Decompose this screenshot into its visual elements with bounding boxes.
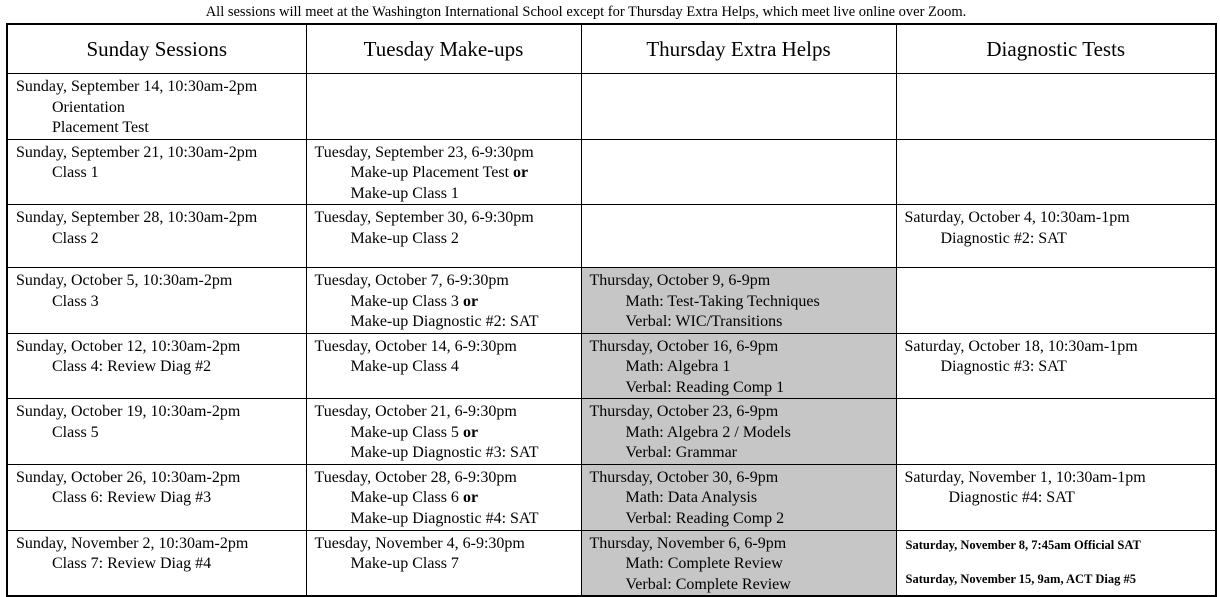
thursday-verbal: Verbal: Complete Review <box>625 575 791 593</box>
cell-sunday <box>7 268 306 334</box>
sunday-item: Class 6: Review Diag #3 <box>52 489 212 506</box>
thursday-math: Math: Algebra 2 / Models <box>625 423 791 441</box>
cell-thursday <box>581 464 896 530</box>
cell-diagnostic <box>896 464 1216 530</box>
cell-thursday <box>581 530 896 596</box>
sunday-item: Class 7: Review Diag #4 <box>52 555 212 572</box>
tuesday-date: Tuesday, September 30, 6-9:30pm <box>314 209 534 226</box>
thursday-math: Math: Algebra 1 <box>625 358 731 375</box>
cell-diagnostic <box>896 74 1216 140</box>
thursday-verbal: Verbal: WIC/Transitions <box>625 313 783 330</box>
cell-diagnostic <box>896 205 1216 268</box>
cell-thursday <box>581 74 896 140</box>
thursday-verbal: Verbal: Reading Comp 2 <box>625 509 785 527</box>
diagnostic-date: Saturday, October 18, 10:30am-1pm <box>904 337 1138 355</box>
tuesday-item: Make-up Diagnostic #3: SAT <box>350 444 539 461</box>
thursday-date: Thursday, October 30, 6-9pm <box>589 468 779 486</box>
thursday-date: Thursday, October 16, 6-9pm <box>589 337 779 355</box>
table-row <box>7 399 1216 465</box>
sunday-item: Orientation <box>52 98 125 116</box>
table-row <box>7 530 1216 596</box>
tuesday-item: Make-up Class 2 <box>350 229 459 247</box>
table-row <box>7 74 1216 140</box>
cell-diagnostic <box>896 139 1216 205</box>
schedule-table <box>6 23 1217 597</box>
diagnostic-date: Saturday, November 1, 10:30am-1pm <box>904 468 1146 486</box>
thursday-date: Thursday, October 23, 6-9pm <box>589 403 779 420</box>
diagnostic-item: Diagnostic #3: SAT <box>940 358 1067 375</box>
tuesday-date: Tuesday, September 23, 6-9:30pm <box>314 143 534 161</box>
cell-tuesday <box>306 139 581 205</box>
cell-diagnostic <box>896 268 1216 334</box>
official-test-line: Saturday, November 15, 9am, ACT Diag #5 <box>905 572 1136 586</box>
sunday-date: Sunday, September 21, 10:30am-2pm <box>16 143 258 161</box>
sunday-date: Sunday, October 19, 10:30am-2pm <box>16 403 241 420</box>
tuesday-item: Make-up Class 3 or <box>350 292 479 310</box>
cell-thursday <box>581 139 896 205</box>
sunday-date: Sunday, November 2, 10:30am-2pm <box>16 534 249 552</box>
thursday-date: Thursday, October 9, 6-9pm <box>589 272 771 289</box>
tuesday-item: Make-up Diagnostic #2: SAT <box>350 313 539 330</box>
tuesday-item: Make-up Diagnostic #4: SAT <box>350 509 539 527</box>
cell-tuesday <box>306 74 581 140</box>
sunday-item: Class 1 <box>52 164 99 181</box>
tuesday-item: Make-up Class 5 or <box>350 423 479 441</box>
thursday-math: Math: Complete Review <box>625 555 783 572</box>
cell-diagnostic <box>896 333 1216 399</box>
tuesday-item: Make-up Class 6 or <box>350 489 479 506</box>
thursday-math: Math: Test-Taking Techniques <box>625 292 820 310</box>
cell-tuesday <box>306 399 581 465</box>
or-conjunction: or <box>458 489 479 506</box>
or-conjunction: or <box>458 292 479 310</box>
schedule-note: All sessions will meet at the Washington International School except for Thursday Extra Helps, which meet live online over Zoom. <box>205 4 967 20</box>
tuesday-date: Tuesday, October 28, 6-9:30pm <box>314 468 517 486</box>
header-thursday: Thursday Extra Helps <box>581 24 896 74</box>
sunday-date: Sunday, October 5, 10:30am-2pm <box>16 272 233 289</box>
cell-sunday <box>7 139 306 205</box>
cell-sunday <box>7 530 306 596</box>
thursday-verbal: Verbal: Grammar <box>625 444 738 461</box>
thursday-date: Thursday, November 6, 6-9pm <box>589 534 787 552</box>
tuesday-date: Tuesday, October 21, 6-9:30pm <box>314 403 517 420</box>
cell-thursday <box>581 399 896 465</box>
diagnostic-item: Diagnostic #2: SAT <box>940 229 1067 247</box>
cell-tuesday <box>306 530 581 596</box>
cell-tuesday <box>306 464 581 530</box>
table-row <box>7 333 1216 399</box>
sunday-item: Class 5 <box>52 423 99 441</box>
thursday-math: Math: Data Analysis <box>625 489 758 506</box>
cell-thursday <box>581 268 896 334</box>
table-row <box>7 268 1216 334</box>
sunday-item: Class 4: Review Diag #2 <box>52 358 212 375</box>
cell-sunday <box>7 399 306 465</box>
cell-sunday <box>7 205 306 268</box>
diagnostic-date: Saturday, October 4, 10:30am-1pm <box>904 209 1130 226</box>
header-row <box>7 24 1216 74</box>
cell-tuesday <box>306 205 581 268</box>
sunday-date: Sunday, October 26, 10:30am-2pm <box>16 468 241 486</box>
cell-diagnostic <box>896 530 1216 596</box>
cell-sunday <box>7 464 306 530</box>
tuesday-item: Make-up Class 4 <box>350 358 459 375</box>
tuesday-date: Tuesday, October 14, 6-9:30pm <box>314 337 517 355</box>
sunday-date: Sunday, October 12, 10:30am-2pm <box>16 337 241 355</box>
tuesday-item: Make-up Class 1 <box>350 184 459 202</box>
tuesday-item: Make-up Class 7 <box>350 555 459 572</box>
schedule-body <box>7 24 1216 596</box>
table-row <box>7 139 1216 205</box>
tuesday-item: Make-up Placement Test or <box>350 164 529 181</box>
tuesday-date: Tuesday, October 7, 6-9:30pm <box>314 272 509 289</box>
diagnostic-item: Diagnostic #4: SAT <box>948 489 1075 506</box>
header-sunday: Sunday Sessions <box>7 24 306 74</box>
table-row <box>7 205 1216 268</box>
cell-tuesday <box>306 268 581 334</box>
sunday-item: Class 2 <box>52 229 99 247</box>
cell-thursday <box>581 333 896 399</box>
sunday-item: Class 3 <box>52 292 99 310</box>
cell-tuesday <box>306 333 581 399</box>
cell-thursday <box>581 205 896 268</box>
cell-sunday <box>7 333 306 399</box>
or-conjunction: or <box>458 423 479 441</box>
table-row <box>7 464 1216 530</box>
sunday-date: Sunday, September 14, 10:30am-2pm <box>16 78 258 95</box>
sunday-item: Placement Test <box>52 119 149 136</box>
sunday-date: Sunday, September 28, 10:30am-2pm <box>16 209 258 226</box>
cell-diagnostic <box>896 399 1216 465</box>
official-test-line: Saturday, November 8, 7:45am Official SAT <box>905 537 1141 552</box>
thursday-verbal: Verbal: Reading Comp 1 <box>625 378 785 396</box>
cell-sunday <box>7 74 306 140</box>
or-conjunction: or <box>509 164 529 181</box>
tuesday-date: Tuesday, November 4, 6-9:30pm <box>314 534 525 552</box>
header-tuesday: Tuesday Make-ups <box>306 24 581 74</box>
header-diagnostic: Diagnostic Tests <box>896 24 1216 74</box>
